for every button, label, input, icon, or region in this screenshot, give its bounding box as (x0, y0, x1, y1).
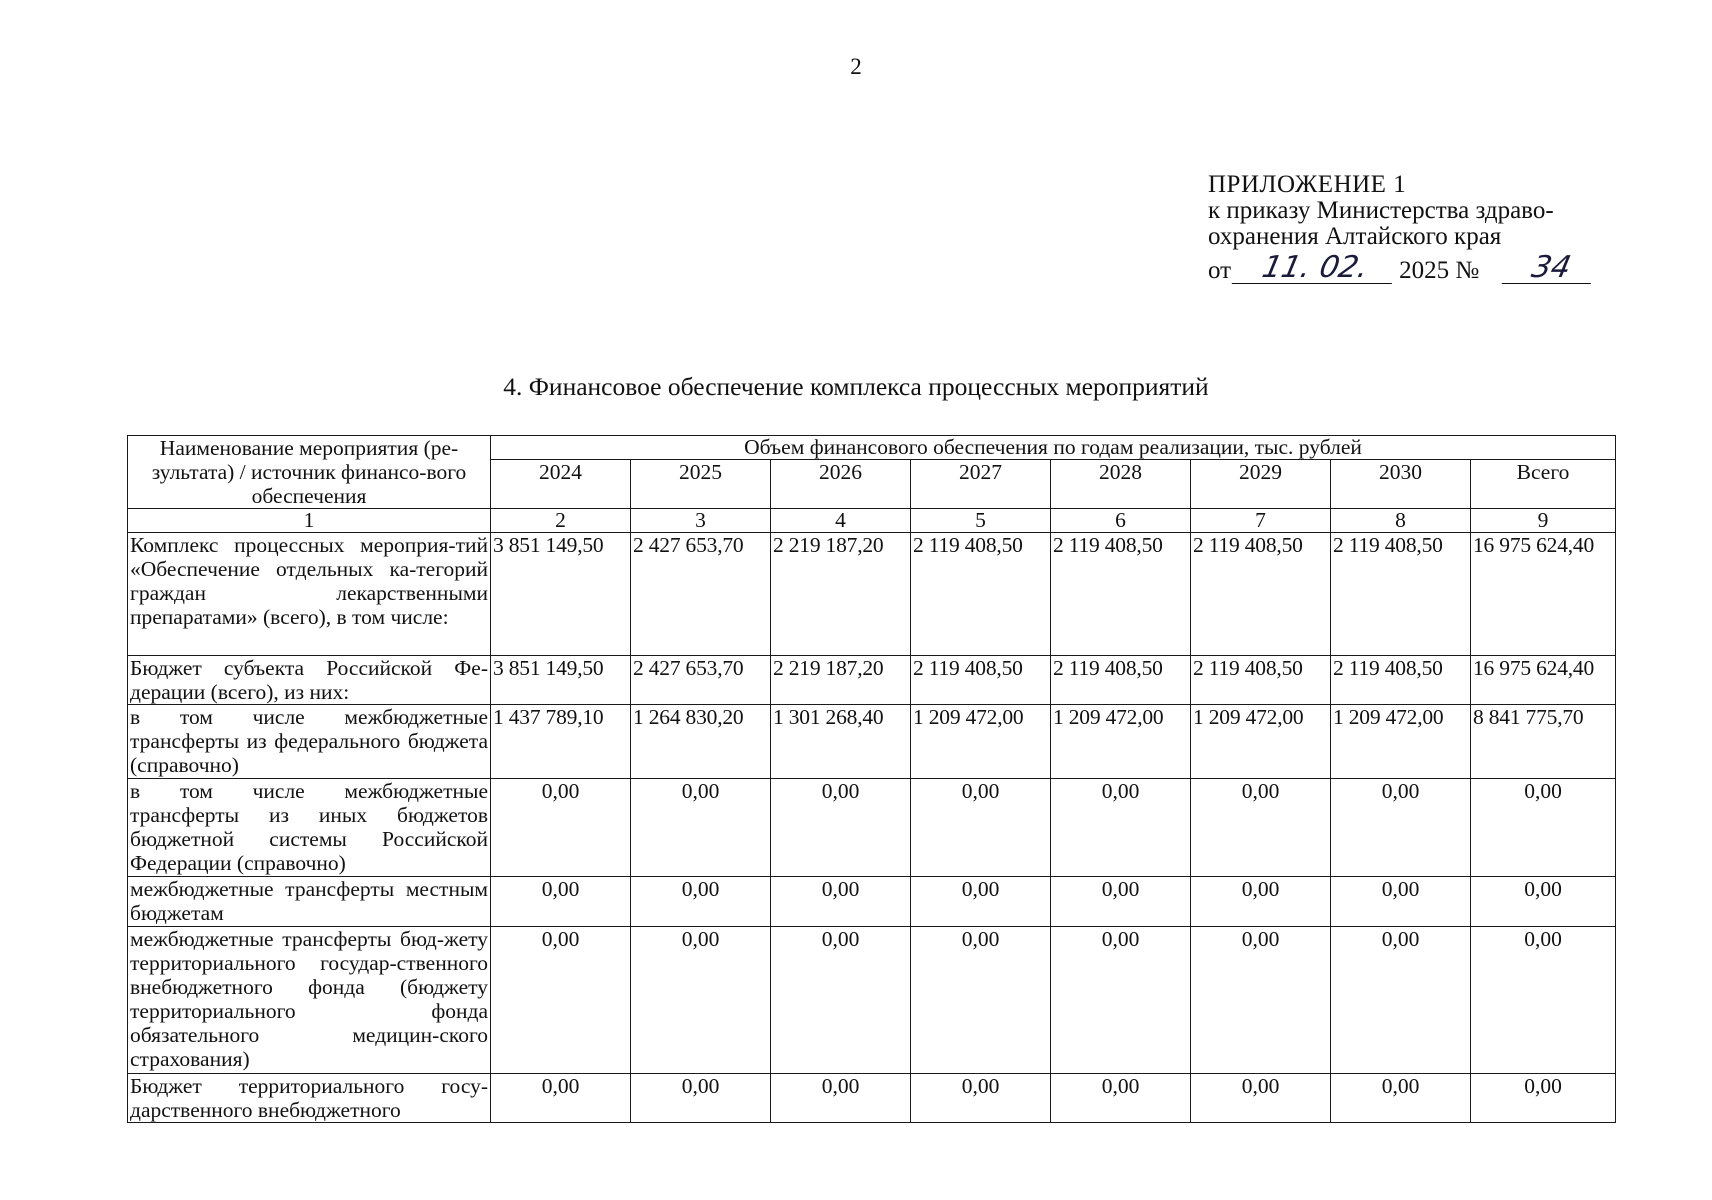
value-cell: 0,00 (631, 877, 771, 927)
value-cell: 2 119 408,50 (1051, 533, 1191, 656)
value-cell: 0,00 (491, 877, 631, 927)
year-header: 2028 (1051, 459, 1191, 508)
value-cell: 0,00 (771, 779, 911, 877)
total-value-cell: 0,00 (1471, 927, 1616, 1074)
value-cell: 2 119 408,50 (911, 533, 1051, 656)
value-cell: 2 119 408,50 (1331, 656, 1471, 705)
header-row-1 (128, 436, 1616, 460)
value-cell: 0,00 (911, 877, 1051, 927)
appendix-line-2: охранения Алтайского края (1208, 223, 1502, 250)
row-name-cell: Бюджет территориального госу-дарственного внебюджетного (128, 1074, 491, 1123)
handwritten-date: 11. 02. (1232, 253, 1399, 284)
total-value-cell: 8 841 775,70 (1471, 705, 1616, 779)
total-value-cell: 16 975 624,40 (1471, 533, 1616, 656)
column-number: 7 (1191, 509, 1331, 533)
value-cell: 0,00 (1191, 779, 1331, 877)
table-row (128, 927, 1616, 1074)
value-cell: 1 209 472,00 (1051, 705, 1191, 779)
value-cell: 1 437 789,10 (491, 705, 631, 779)
row-name-cell: в том числе межбюджетные трансферты из иных бюджетов бюджетной системы Российской Федерации (справочно) (128, 779, 491, 877)
value-cell: 1 264 830,20 (631, 705, 771, 779)
value-cell: 0,00 (631, 779, 771, 877)
handwritten-number: 34 (1502, 253, 1598, 284)
value-cell: 0,00 (1331, 1074, 1471, 1123)
year-label: 2025 № (1399, 257, 1480, 284)
row-name-cell: в том числе межбюджетные трансферты из федерального бюджета (справочно) (128, 705, 491, 779)
value-cell: 0,00 (1331, 877, 1471, 927)
value-cell: 1 209 472,00 (911, 705, 1051, 779)
table-row (128, 656, 1616, 705)
value-cell: 3 851 149,50 (491, 533, 631, 656)
value-cell: 2 119 408,50 (911, 656, 1051, 705)
financing-table (127, 435, 1616, 1123)
page-number: 2 (850, 54, 862, 79)
value-cell: 0,00 (1331, 779, 1471, 877)
column-number: 5 (911, 509, 1051, 533)
table-row (128, 533, 1616, 656)
year-header: 2029 (1191, 459, 1331, 508)
value-cell: 0,00 (911, 927, 1051, 1074)
value-cell: 0,00 (631, 1074, 771, 1123)
value-cell: 0,00 (1191, 877, 1331, 927)
table-row (128, 1074, 1616, 1123)
appendix-title: ПРИЛОЖЕНИЕ 1 (1208, 171, 1407, 198)
value-cell: 0,00 (911, 1074, 1051, 1123)
column-number: 6 (1051, 509, 1191, 533)
value-cell: 0,00 (1331, 927, 1471, 1074)
document-title: 4. Финансовое обеспечение комплекса процессных мероприятий (503, 372, 1209, 401)
value-cell: 0,00 (1051, 927, 1191, 1074)
value-cell: 0,00 (771, 1074, 911, 1123)
column-number: 8 (1331, 509, 1471, 533)
value-cell: 2 119 408,50 (1191, 656, 1331, 705)
value-cell: 0,00 (1051, 1074, 1191, 1123)
row-name-cell: Бюджет субъекта Российской Фе-дерации (всего), из них: (128, 656, 491, 705)
year-header: 2025 (631, 459, 771, 508)
value-cell: 1 209 472,00 (1331, 705, 1471, 779)
value-cell: 1 209 472,00 (1191, 705, 1331, 779)
row-name-cell: Комплекс процессных мероприя-тий «Обеспечение отдельных ка-тегорий граждан лекарственными препаратами» (всего), в том числе: (128, 533, 491, 656)
value-cell: 2 219 187,20 (771, 656, 911, 705)
value-cell: 2 119 408,50 (1331, 533, 1471, 656)
table-row (128, 877, 1616, 927)
value-cell: 0,00 (1191, 927, 1331, 1074)
value-cell: 2 427 653,70 (631, 533, 771, 656)
value-cell: 1 301 268,40 (771, 705, 911, 779)
appendix-block (1208, 172, 1648, 284)
column-number: 9 (1471, 509, 1616, 533)
total-header: Всего (1471, 459, 1616, 508)
year-header: 2030 (1331, 459, 1471, 508)
value-cell: 0,00 (771, 927, 911, 1074)
value-cell: 0,00 (631, 927, 771, 1074)
appendix-line-1: к приказу Министерства здраво- (1208, 197, 1554, 224)
year-header: 2024 (491, 459, 631, 508)
value-cell: 0,00 (491, 779, 631, 877)
total-value-cell: 0,00 (1471, 877, 1616, 927)
total-value-cell: 0,00 (1471, 1074, 1616, 1123)
column-number-row (128, 509, 1616, 533)
value-cell: 0,00 (1051, 779, 1191, 877)
value-cell: 3 851 149,50 (491, 656, 631, 705)
value-cell: 0,00 (491, 1074, 631, 1123)
value-cell: 2 219 187,20 (771, 533, 911, 656)
value-cell: 0,00 (771, 877, 911, 927)
value-cell: 0,00 (911, 779, 1051, 877)
column-number: 1 (128, 509, 491, 533)
value-cell: 2 119 408,50 (1191, 533, 1331, 656)
row-name-cell: межбюджетные трансферты местным бюджетам (128, 877, 491, 927)
header-volume-cell: Объем финансового обеспечения по годам реализации, тыс. рублей (491, 436, 1616, 460)
table-row (128, 779, 1616, 877)
total-value-cell: 16 975 624,40 (1471, 656, 1616, 705)
value-cell: 2 427 653,70 (631, 656, 771, 705)
value-cell: 0,00 (1191, 1074, 1331, 1123)
year-header: 2027 (911, 459, 1051, 508)
column-number: 4 (771, 509, 911, 533)
header-name-cell: Наименование мероприятия (ре-зультата) / источник финансо-вого обеспечения (128, 436, 491, 509)
column-number: 3 (631, 509, 771, 533)
value-cell: 0,00 (1051, 877, 1191, 927)
total-value-cell: 0,00 (1471, 779, 1616, 877)
column-number: 2 (491, 509, 631, 533)
year-header: 2026 (771, 459, 911, 508)
value-cell: 2 119 408,50 (1051, 656, 1191, 705)
from-label: от (1208, 257, 1232, 284)
appendix-date-line (1208, 252, 1648, 284)
value-cell: 0,00 (491, 927, 631, 1074)
table-row (128, 705, 1616, 779)
row-name-cell: межбюджетные трансферты бюд-жету территориального государ-ственного внебюджетного фонда (бюджету территориального фонда обязательного медицин-ского страхования) (128, 927, 491, 1074)
